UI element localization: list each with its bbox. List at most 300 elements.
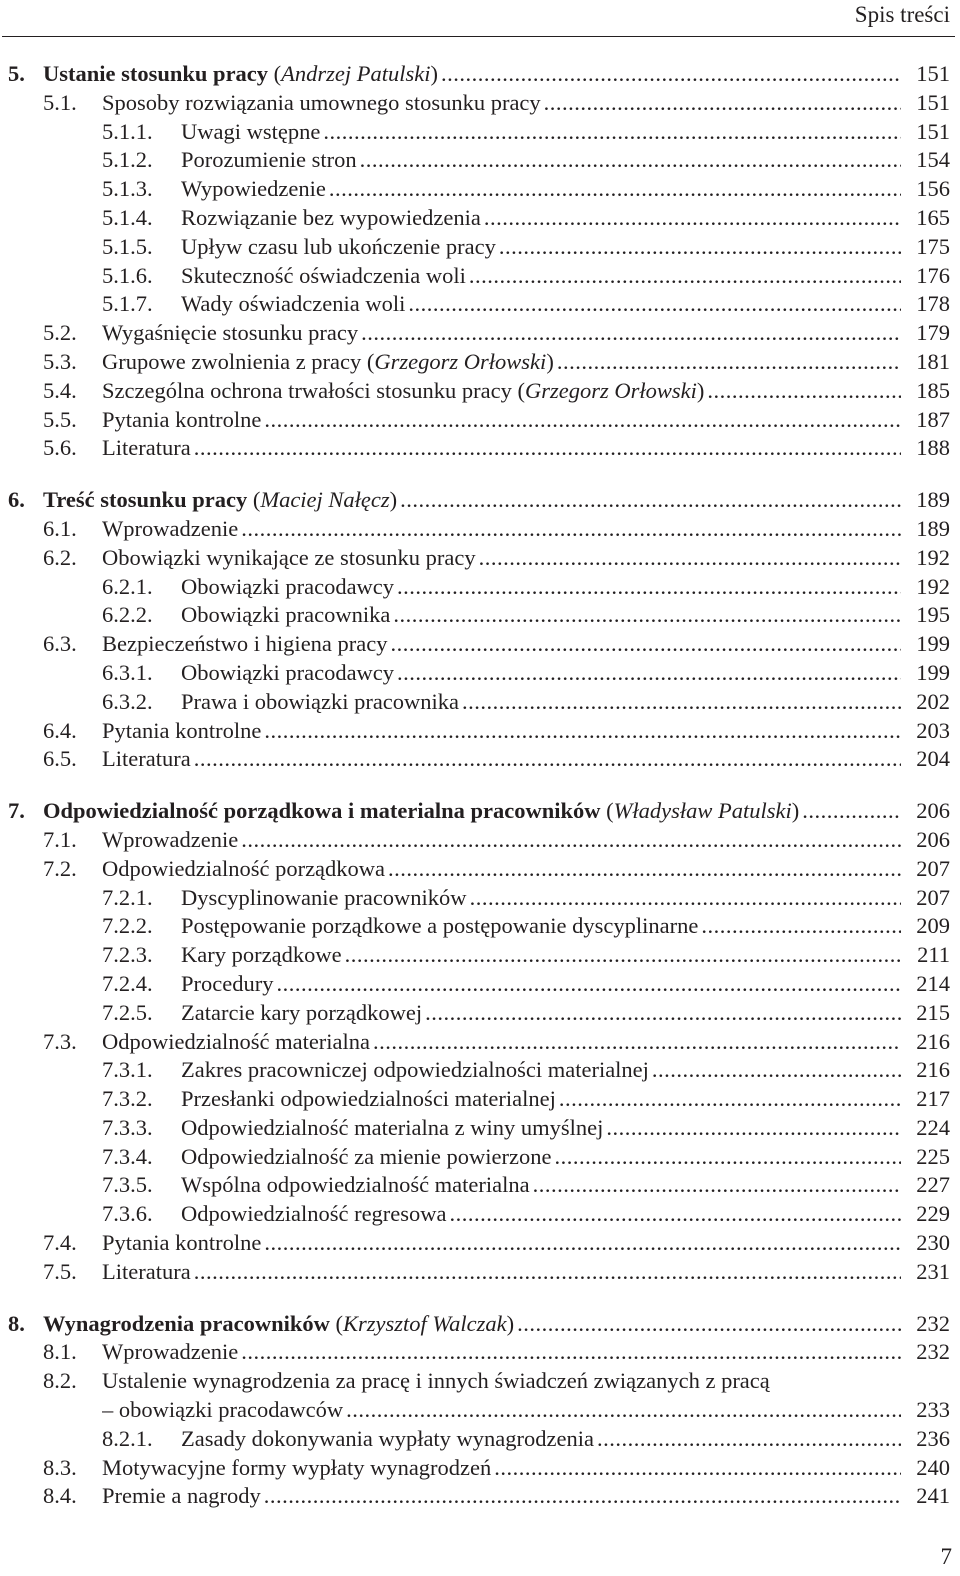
entry-title: Zatarcie kary porządkowej (181, 999, 423, 1025)
toc-entry-row[interactable] (0, 175, 960, 204)
entry-title-text: Grupowe zwolnienia z pracy (Grzegorz Orłowski) (102, 348, 554, 374)
dot-leader (481, 204, 901, 233)
entry-title-text (181, 1425, 594, 1454)
toc-entry-row[interactable] (0, 262, 960, 291)
entry-author: Grzegorz Orłowski (374, 348, 547, 374)
entry-title-leader (102, 1028, 901, 1057)
dot-leader (238, 515, 901, 544)
entry-number: 7.2.4. (102, 970, 153, 996)
entry-page-number: 215 (916, 999, 950, 1025)
toc-entry-row[interactable] (0, 515, 960, 544)
entry-title-text (181, 118, 320, 147)
dot-leader (394, 573, 901, 602)
dot-leader (467, 884, 901, 913)
dot-leader (390, 601, 901, 630)
entry-title-leader (181, 1143, 901, 1172)
entry-title-text (181, 688, 459, 717)
entry-page-number: 175 (916, 233, 950, 259)
entry-number: 8.1. (43, 1339, 77, 1365)
entry-title: Odpowiedzialność za mienie powierzone (181, 1143, 552, 1169)
entry-page-number: 216 (916, 1057, 950, 1083)
entry-title: Dyscyplinowanie pracowników (181, 884, 467, 910)
entry-title-leader (102, 826, 901, 855)
entry-number: 8.4. (43, 1483, 77, 1509)
entry-title-text (181, 573, 394, 602)
entry-title-text (181, 204, 481, 233)
toc-entry-row[interactable] (0, 377, 960, 406)
toc-entry-row[interactable] (0, 1229, 960, 1258)
dot-leader (422, 999, 901, 1028)
entry-number: 5.1.6. (102, 262, 153, 288)
dot-leader (603, 1114, 901, 1143)
chapter-heading-row[interactable] (0, 797, 960, 826)
entry-title-leader (102, 515, 901, 544)
entry-number: 6.1. (43, 515, 77, 541)
entry-page-number: 229 (916, 1201, 950, 1227)
entry-title-leader (102, 544, 901, 573)
entry-number: 6.2. (43, 544, 77, 570)
toc-entry-row[interactable] (0, 146, 960, 175)
dot-leader (273, 970, 901, 999)
entry-page-number: 227 (916, 1172, 950, 1198)
entry-title: Pytania kontrolne (102, 717, 262, 743)
chapter-block (0, 1310, 960, 1512)
entry-page-number: 209 (916, 913, 950, 939)
entry-title: Odpowiedzialność regresowa (181, 1201, 447, 1227)
dot-leader (594, 1425, 901, 1454)
toc-entry-row[interactable] (0, 826, 960, 855)
entry-title-text (102, 89, 541, 118)
entry-number: 7.3.1. (102, 1057, 153, 1083)
entry-page-number: 214 (916, 970, 950, 996)
toc-entry-row[interactable] (0, 659, 960, 688)
entry-title-leader (102, 319, 901, 348)
entry-title: Odpowiedzialność porządkowa (102, 855, 386, 881)
toc-entry-row[interactable] (0, 912, 960, 941)
entry-title: Wprowadzenie (102, 1339, 239, 1365)
entry-title: Procedury (181, 970, 274, 996)
entry-title: Wady oświadczenia woli (181, 291, 406, 317)
toc-entry-row[interactable] (0, 1114, 960, 1143)
entry-number: 5.1.1. (102, 118, 153, 144)
entry-title-text (102, 515, 238, 544)
entry-page-number: 232 (916, 1339, 950, 1365)
entry-page-number: 203 (916, 717, 950, 743)
entry-page-number: 230 (916, 1230, 950, 1256)
entry-title-leader (181, 970, 901, 999)
entry-number: 8.2. (43, 1368, 77, 1394)
entry-title-text (102, 1482, 261, 1511)
entry-number: 8.2.1. (102, 1425, 153, 1451)
toc-entry-row[interactable] (0, 1258, 960, 1287)
entry-page-number: 199 (916, 659, 950, 685)
entry-number: 7. (8, 798, 25, 824)
entry-number: 7.2. (43, 855, 77, 881)
toc-entry-row[interactable] (0, 884, 960, 913)
entry-title-leader (181, 290, 901, 319)
chapter-title: Wynagrodzenia pracowników (43, 1310, 330, 1336)
entry-title-text (181, 1114, 603, 1143)
entry-number: 8. (8, 1310, 25, 1336)
toc-entry-row[interactable] (0, 1338, 960, 1367)
entry-page-number: 204 (916, 746, 950, 772)
dot-leader (385, 855, 901, 884)
entry-page-number: 195 (916, 602, 950, 628)
page-number: 7 (940, 1544, 952, 1569)
dot-leader (238, 1338, 901, 1367)
entry-title: Premie a nagrody (102, 1483, 261, 1509)
entry-title-leader (102, 348, 901, 377)
entry-title-leader (181, 688, 901, 717)
entry-title-leader (181, 573, 901, 602)
entry-title-leader (43, 60, 901, 89)
dot-leader (438, 60, 901, 89)
entry-title: Zasady dokonywania wypłaty wynagrodzenia (181, 1425, 594, 1451)
entry-number: 8.3. (43, 1454, 77, 1480)
toc-entry-row[interactable] (0, 348, 960, 377)
entry-page-number: 225 (916, 1143, 950, 1169)
toc-entry-row[interactable] (0, 1171, 960, 1200)
toc-entry-row[interactable] (0, 1056, 960, 1085)
entry-title-leader (181, 1171, 901, 1200)
chapter-block (0, 60, 960, 463)
entry-title: Zakres pracowniczej odpowiedzialności materialnej (181, 1057, 649, 1083)
dot-leader (320, 118, 901, 147)
entry-title-text (181, 1143, 551, 1172)
entry-number: 6.2.2. (102, 602, 153, 628)
entry-title-text (102, 1258, 191, 1287)
entry-title-leader (181, 941, 901, 970)
toc-entry-row[interactable] (0, 1028, 960, 1057)
toc-entry-row[interactable] (0, 1367, 960, 1396)
entry-title-text (102, 855, 385, 884)
entry-page-number: 232 (916, 1310, 950, 1336)
toc-entry-continuation-row (0, 1396, 960, 1425)
dot-leader (530, 1171, 901, 1200)
entry-page-number: 199 (916, 631, 950, 657)
toc-entry-row[interactable] (0, 319, 960, 348)
entry-title-text (102, 1454, 491, 1483)
entry-page-number: 241 (916, 1483, 950, 1509)
entry-title-leader (181, 1085, 901, 1114)
entry-title-leader (102, 89, 901, 118)
entry-number: 5.1. (43, 89, 77, 115)
entry-page-number: 206 (916, 826, 950, 852)
entry-number: 7.2.3. (102, 942, 153, 968)
entry-title-leader (181, 999, 901, 1028)
dot-leader (799, 797, 901, 826)
toc-entry-row[interactable] (0, 1200, 960, 1229)
entry-number: 7.3.5. (102, 1172, 153, 1198)
dot-leader (541, 89, 901, 118)
entry-author: Maciej Nałęcz (260, 487, 390, 513)
entry-number: 5.3. (43, 348, 77, 374)
dot-leader (491, 1454, 901, 1483)
dot-leader (326, 175, 901, 204)
dot-leader (238, 826, 901, 855)
entry-page-number: 189 (916, 515, 950, 541)
entry-title-text (181, 999, 422, 1028)
entry-title-leader (43, 797, 901, 826)
entry-title: Porozumienie stron (181, 147, 357, 173)
entry-page-number: 185 (916, 377, 950, 403)
entry-title: Obowiązki pracodawcy (181, 573, 395, 599)
chapter-block (0, 486, 960, 774)
dot-leader (261, 1482, 901, 1511)
entry-page-number: 207 (916, 855, 950, 881)
dot-leader (397, 486, 901, 515)
entry-title-text (181, 290, 405, 319)
toc-entry-row[interactable] (0, 745, 960, 774)
entry-title-text (181, 146, 357, 175)
entry-page-number: 207 (916, 884, 950, 910)
entry-title-text (102, 826, 238, 855)
entry-title: Sposoby rozwiązania umownego stosunku pracy (102, 89, 541, 115)
chapter-title: Odpowiedzialność porządkowa i materialna pracowników (43, 798, 601, 824)
entry-number: 5.4. (43, 377, 77, 403)
entry-number: 6.5. (43, 746, 77, 772)
entry-title-leader (102, 377, 901, 406)
dot-leader (556, 1085, 901, 1114)
entry-title-text (102, 319, 358, 348)
entry-title-leader (181, 1056, 901, 1085)
toc-entry-row[interactable] (0, 970, 960, 999)
entry-title-text (102, 1028, 370, 1057)
entry-title-text (102, 1338, 238, 1367)
entry-number: 7.2.1. (102, 884, 153, 910)
entry-page-number: 189 (916, 487, 950, 513)
entry-title-text (181, 941, 342, 970)
entry-title: Prawa i obowiązki pracownika (181, 688, 460, 714)
entry-title-text (181, 970, 273, 999)
entry-title-leader (43, 486, 901, 515)
toc-entry-row[interactable] (0, 1454, 960, 1483)
chapter-block (0, 797, 960, 1287)
toc-entry-row[interactable] (0, 406, 960, 435)
header-rule (2, 36, 955, 37)
entry-title: Wypowiedzenie (181, 176, 326, 202)
toc-entry-row[interactable] (0, 941, 960, 970)
entry-title: Skuteczność oświadczenia woli (181, 262, 466, 288)
entry-number: 7.3.3. (102, 1114, 153, 1140)
dot-leader (357, 146, 901, 175)
toc-entry-row[interactable] (0, 118, 960, 147)
dot-leader (649, 1056, 901, 1085)
entry-title-text (102, 406, 261, 435)
entry-title-text (181, 1200, 447, 1229)
entry-title-leader (102, 855, 901, 884)
entry-title-text (102, 745, 191, 774)
dot-leader (261, 406, 901, 435)
entry-title-text (181, 1085, 556, 1114)
entry-title-text: Treść stosunku pracy (Maciej Nałęcz) (43, 487, 398, 513)
entry-number: 7.1. (43, 826, 77, 852)
entry-title-leader (102, 434, 901, 463)
entry-title-leader (102, 717, 901, 746)
entry-title-text (181, 233, 496, 262)
entry-title: Odpowiedzialność materialna (102, 1028, 371, 1054)
dot-leader (191, 1258, 901, 1287)
entry-number: 7.2.2. (102, 913, 153, 939)
entry-number: 6.4. (43, 717, 77, 743)
entry-title-text (181, 884, 467, 913)
toc-entry-row[interactable] (0, 999, 960, 1028)
toc-entry-row[interactable] (0, 630, 960, 659)
entry-title: Wprowadzenie (102, 826, 239, 852)
entry-title: Kary porządkowe (181, 942, 342, 968)
entry-title-leader (181, 262, 901, 291)
running-head: Spis treści (854, 2, 950, 27)
entry-title-leader (102, 1396, 901, 1425)
entry-title-leader (181, 118, 901, 147)
entry-page-number: 231 (916, 1258, 950, 1284)
entry-title-leader (181, 1200, 901, 1229)
dot-leader (261, 1229, 901, 1258)
entry-title-text (181, 601, 390, 630)
toc-entry-row[interactable] (0, 544, 960, 573)
dot-leader (261, 717, 901, 746)
entry-title-leader (181, 146, 901, 175)
entry-title-text: Ustanie stosunku pracy (Andrzej Patulski) (43, 61, 439, 86)
toc-entry-row[interactable] (0, 601, 960, 630)
entry-page-number: 178 (916, 291, 950, 317)
entry-title-leader (102, 1258, 901, 1287)
entry-title-leader (181, 912, 901, 941)
chapter-heading-row[interactable] (0, 60, 960, 89)
entry-page-number: 165 (916, 204, 950, 230)
toc-entry-row[interactable] (0, 89, 960, 118)
entry-page-number: 224 (916, 1114, 950, 1140)
toc-entry-row[interactable] (0, 855, 960, 884)
entry-number: 7.4. (43, 1230, 77, 1256)
entry-number: 5.1.4. (102, 204, 153, 230)
dot-leader (394, 659, 901, 688)
dot-leader (191, 745, 901, 774)
entry-number: 5.1.7. (102, 291, 153, 317)
entry-page-number: 206 (916, 798, 950, 824)
toc-entry-row[interactable] (0, 573, 960, 602)
entry-title-leader (102, 406, 901, 435)
toc-entry-row[interactable] (0, 1143, 960, 1172)
toc-entry-row[interactable] (0, 204, 960, 233)
toc-entry-row[interactable] (0, 1482, 960, 1511)
entry-title: Obowiązki wynikające ze stosunku pracy (102, 544, 476, 570)
entry-title-leader (43, 1310, 901, 1339)
toc-entry-row[interactable] (0, 688, 960, 717)
entry-title: Odpowiedzialność materialna z winy umyślnej (181, 1114, 604, 1140)
entry-page-number: 176 (916, 262, 950, 288)
entry-title: Uwagi wstępne (181, 118, 321, 144)
dot-leader (551, 1143, 901, 1172)
dot-leader (704, 377, 901, 406)
dot-leader (476, 544, 901, 573)
toc-entry-row[interactable] (0, 1085, 960, 1114)
entry-title-leader (181, 204, 901, 233)
entry-number: 5.5. (43, 406, 77, 432)
entry-title-leader (102, 1482, 901, 1511)
chapter-heading-row[interactable] (0, 486, 960, 515)
entry-number: 5. (8, 61, 25, 86)
entry-title: Szczególna ochrona trwałości stosunku pracy (102, 377, 512, 403)
entry-title: Bezpieczeństwo i higiena pracy (102, 631, 388, 657)
entry-page-number: 233 (916, 1397, 950, 1423)
entry-number: 7.3.4. (102, 1143, 153, 1169)
entry-page-number: 151 (916, 89, 950, 115)
entry-title-text: Szczególna ochrona trwałości stosunku pracy (Grzegorz Orłowski) (102, 377, 705, 403)
chapter-heading-row[interactable] (0, 1310, 960, 1339)
dot-leader (388, 630, 901, 659)
dot-leader (405, 290, 901, 319)
entry-number: 6.3.1. (102, 659, 153, 685)
entry-page-number: 188 (916, 435, 950, 461)
entry-title: Literatura (102, 746, 191, 772)
entry-title-leader (102, 1229, 901, 1258)
entry-title-leader (181, 175, 901, 204)
toc-entry-row[interactable] (0, 1425, 960, 1454)
entry-page-number: 192 (916, 573, 950, 599)
dot-leader (496, 233, 901, 262)
toc-entry-row[interactable] (0, 717, 960, 746)
entry-number: 6.3. (43, 631, 77, 657)
entry-title: Pytania kontrolne (102, 1230, 262, 1256)
chapter-title: Treść stosunku pracy (43, 487, 248, 513)
entry-number: 7.5. (43, 1258, 77, 1284)
chapter-title: Ustanie stosunku pracy (43, 61, 269, 86)
entry-title-leader (102, 630, 901, 659)
entry-title-leader (181, 1114, 901, 1143)
entry-title-text (102, 717, 261, 746)
entry-number: 5.2. (43, 320, 77, 346)
entry-number: 5.1.5. (102, 233, 153, 259)
entry-title-text (181, 1056, 649, 1085)
entry-title-leader (181, 1425, 901, 1454)
entry-title: Motywacyjne formy wypłaty wynagrodzeń (102, 1454, 492, 1480)
entry-title-text: Odpowiedzialność porządkowa i materialna pracowników (Władysław Patulski) (43, 798, 800, 824)
entry-title-text (181, 659, 394, 688)
entry-number: 6.3.2. (102, 688, 153, 714)
entry-title: Literatura (102, 435, 191, 461)
toc-entry-row[interactable] (0, 290, 960, 319)
entry-title: Obowiązki pracodawcy (181, 659, 395, 685)
entry-title-text (102, 544, 476, 573)
entry-author: Andrzej Patulski (281, 61, 431, 86)
entry-number: 7.3. (43, 1028, 77, 1054)
dot-leader (698, 912, 901, 941)
entry-title-text: Wynagrodzenia pracowników (Krzysztof Walczak) (43, 1310, 515, 1336)
entry-number: 7.2.5. (102, 999, 153, 1025)
entry-author: Władysław Patulski (613, 798, 792, 824)
dot-leader (370, 1028, 901, 1057)
entry-page-number: 216 (916, 1028, 950, 1054)
entry-title-text (181, 175, 326, 204)
entry-title-text (181, 1171, 530, 1200)
dot-leader (191, 434, 901, 463)
entry-title-leader (181, 659, 901, 688)
entry-page-number: 202 (916, 688, 950, 714)
entry-title-leader (181, 884, 901, 913)
entry-title-leader (102, 1454, 901, 1483)
dot-leader (358, 319, 901, 348)
entry-author: Grzegorz Orłowski (525, 377, 697, 403)
entry-number: 7.3.2. (102, 1086, 153, 1112)
entry-title: Wprowadzenie (102, 515, 239, 541)
toc-entry-row[interactable] (0, 233, 960, 262)
dot-leader (466, 262, 901, 291)
entry-number: 6.2.1. (102, 573, 153, 599)
entry-title: Postępowanie porządkowe a postępowanie dyscyplinarne (181, 913, 699, 939)
entry-number: 5.1.3. (102, 176, 153, 202)
toc-entry-row[interactable] (0, 434, 960, 463)
